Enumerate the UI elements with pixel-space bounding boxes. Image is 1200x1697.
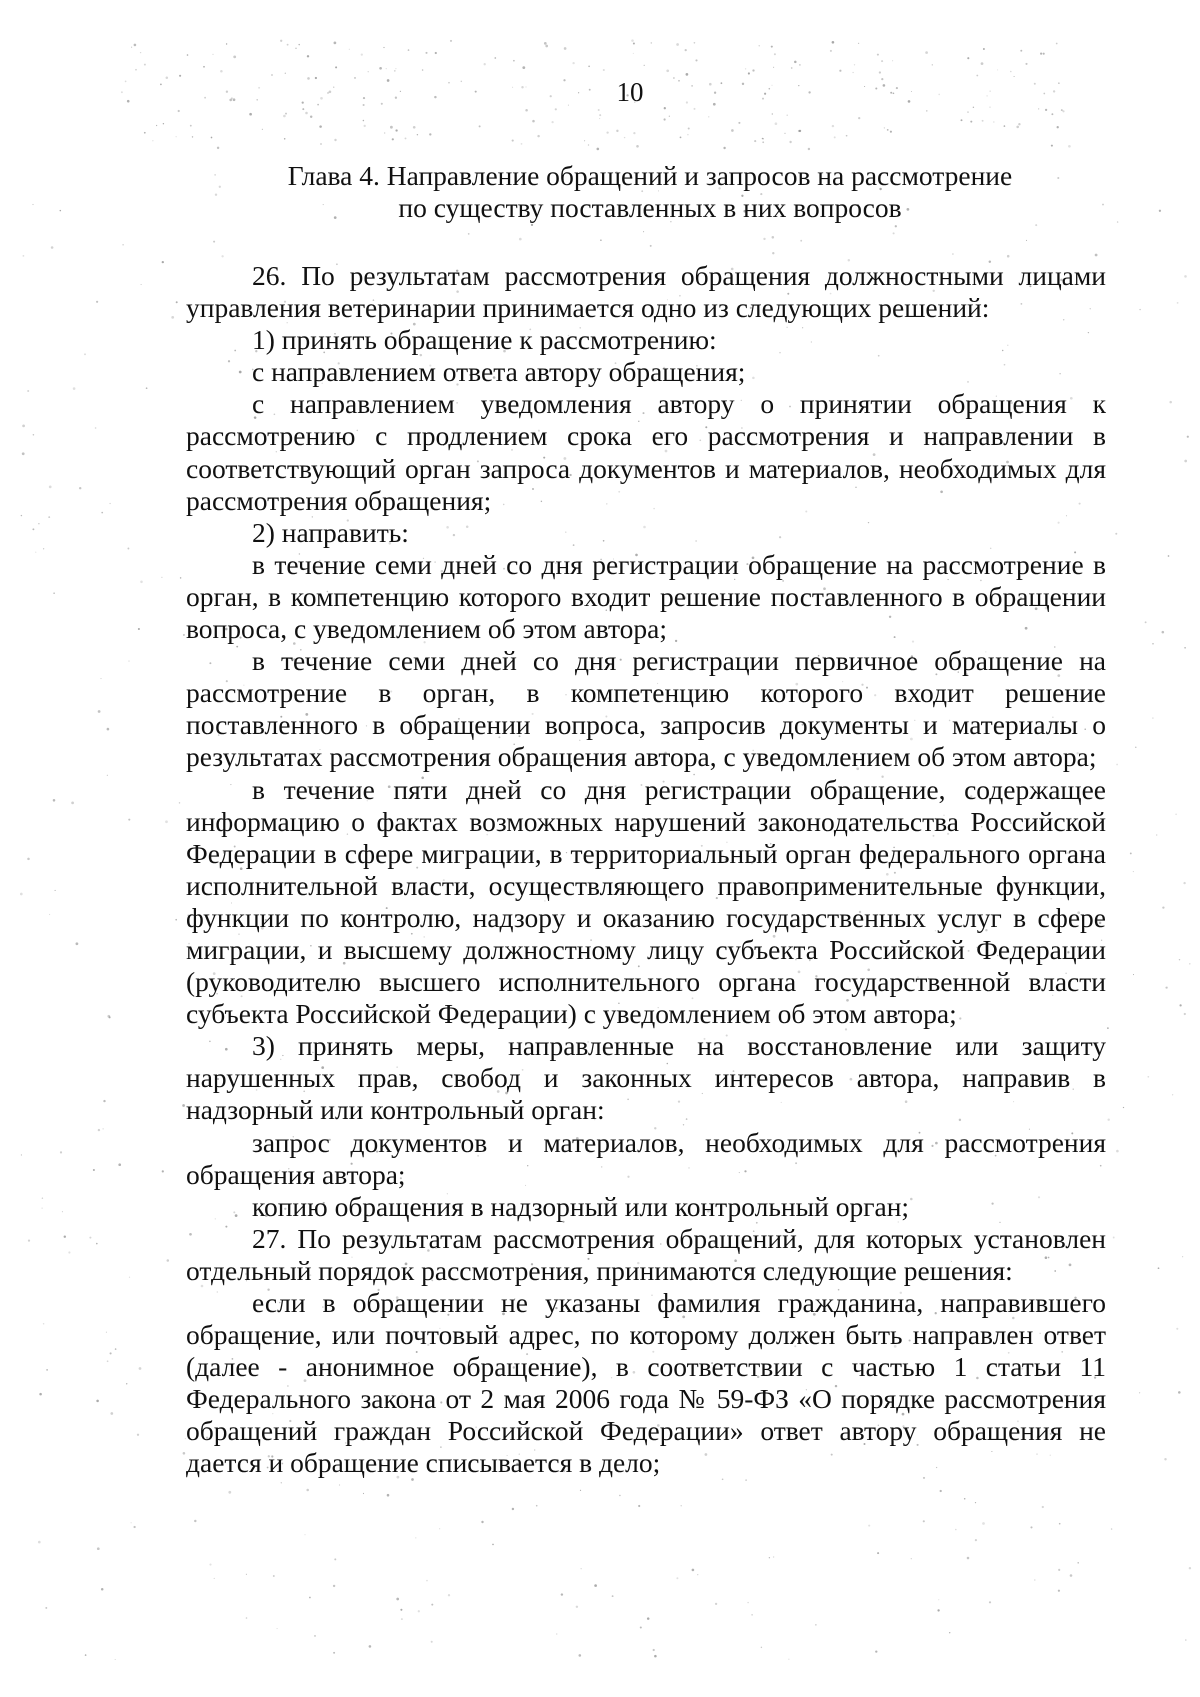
paragraph-answer: с направлением ответа автору обращения; xyxy=(252,356,746,388)
chapter-title-line-1: Глава 4. Направление обращений и запросов на рассмотрение xyxy=(287,160,1013,191)
chapter-title-line-2: по существу поставленных в них вопросов xyxy=(398,192,902,223)
document-body xyxy=(186,260,1106,1480)
chapter-title xyxy=(180,160,1120,224)
paragraph-item-2: 2) направить: xyxy=(252,516,409,548)
paragraph-26: 26. По результатам рассмотрения обращения должностными лицами управления ветеринарии принимается одно из следующих решений: xyxy=(186,260,1106,324)
paragraph-item-1: 1) принять обращение к рассмотрению: xyxy=(252,324,717,356)
paragraph-seven-days: в течение семи дней со дня регистрации обращение на рассмотрение в орган, в компетенцию которого входит решение поставленного в обращении вопроса, с уведомлением об этом автора; xyxy=(186,548,1106,645)
page-number: 10 xyxy=(616,77,644,107)
paragraph-notification: с направлением уведомления автору о принятии обращения к рассмотрению с продлением срока его рассмотрения и направлении в соответствующий орган запроса документов и материалов, необходимых для рассмотрения обращения; xyxy=(186,388,1106,516)
paragraph-item-3: 3) принять меры, направленные на восстановление или защиту нарушенных прав, свобод и законных интересов автора, направив в надзорный или контрольный орган: xyxy=(186,1030,1106,1126)
paragraph-27: 27. По результатам рассмотрения обращений, для которых установлен отдельный порядок рассмотрения, принимаются следующие решения: xyxy=(186,1222,1106,1286)
paragraph-request: запрос документов и материалов, необходимых для рассмотрения обращения автора; xyxy=(186,1126,1106,1190)
paragraph-anonymous: если в обращении не указаны фамилия гражданина, направившего обращение, или почтовый адрес, по которому должен быть направлен ответ (далее - анонимное обращение), в соответствии с частью 1 статьи 11 Федерального закона от 2 мая 2006 года № 59-ФЗ «О порядке рассмотрения обращений граждан Российской Федерации» ответ автору обращения не дается и обращение списывается в дело; xyxy=(186,1287,1106,1479)
paragraph-seven-days-primary: в течение семи дней со дня регистрации первичное обращение на рассмотрение в орган, в компетенцию которого входит решение поставленного в обращении вопроса, запросив документы и материалы о результатах рассмотрения обращения автора, с уведомлением об этом автора; xyxy=(186,645,1106,773)
paragraph-copy: копию обращения в надзорный или контрольный орган; xyxy=(252,1190,910,1222)
paragraph-five-days: в течение пяти дней со дня регистрации обращение, содержащее информацию о фактах возможных нарушений законодательства Российской Федерации в сфере миграции, в территориальный орган федерального органа исполнительной власти, осуществляющего правоприменительные функции, функции по контролю, надзору и оказанию государственных услуг в сфере миграции, и высшему должностному лицу субъекта Российской Федерации (руководителю высшего исполнительного органа государственной власти субъекта Российской Федерации) с уведомлением об этом автора; xyxy=(186,773,1106,1030)
